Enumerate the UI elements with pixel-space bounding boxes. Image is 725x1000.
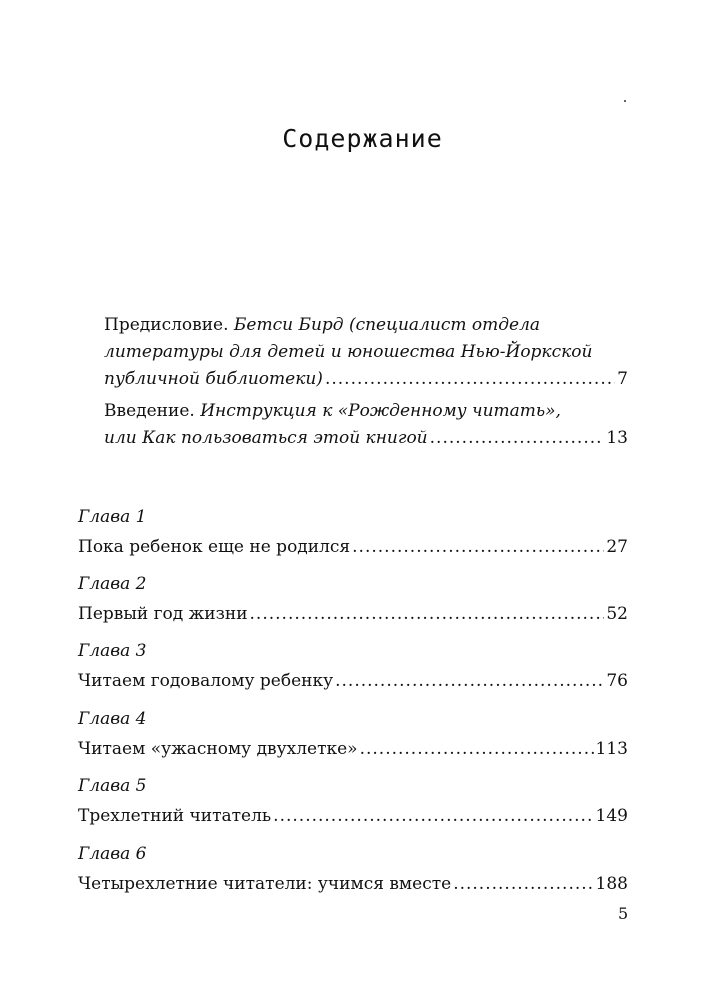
entry-text: или Как пользоваться этой книгой <box>104 428 428 448</box>
chapter-label: Глава 1 <box>78 507 147 527</box>
toc-chapter-5[interactable] <box>78 771 628 831</box>
page-number: 149 <box>595 806 628 826</box>
page-number: 7 <box>617 369 628 389</box>
dot-leader <box>360 734 594 764</box>
entry-text: литературы для детей и юношества Нью-Йоркской <box>104 342 593 362</box>
entry-text: Инструкция к «Рожденному читать», <box>200 401 561 421</box>
dot-leader <box>453 869 593 899</box>
toc-entry-foreword[interactable] <box>104 312 628 393</box>
dot-leader <box>325 366 615 393</box>
chapter-title: Первый год жизни <box>78 604 248 624</box>
toc-chapter-4[interactable] <box>78 704 628 764</box>
page-number: 188 <box>595 874 628 894</box>
dot-leader <box>273 801 593 831</box>
chapter-label: Глава 3 <box>78 641 147 661</box>
stray-mark <box>624 100 626 102</box>
entry-text: Бетси Бирд (специалист отдела <box>233 315 541 335</box>
page-number: 13 <box>606 428 628 448</box>
entry-text: публичной библиотеки) <box>104 369 323 389</box>
dot-leader <box>430 425 605 452</box>
toc-chapter-2[interactable] <box>78 569 628 629</box>
chapter-title: Читаем «ужасному двухлетке» <box>78 739 358 759</box>
chapter-title: Читаем годовалому ребенку <box>78 671 334 691</box>
chapter-title: Трехлетний читатель <box>78 806 272 826</box>
page-number: 113 <box>595 739 628 759</box>
page-number: 52 <box>606 604 628 624</box>
dot-leader <box>250 599 605 629</box>
chapter-title: Четырехлетние читатели: учимся вместе <box>78 874 452 894</box>
chapter-label: Глава 5 <box>78 776 147 796</box>
page-folio: 5 <box>618 904 629 923</box>
chapter-label: Глава 2 <box>78 574 147 594</box>
page-number: 27 <box>606 537 628 557</box>
chapter-label: Глава 4 <box>78 709 147 729</box>
chapter-title: Пока ребенок еще не родился <box>78 537 351 557</box>
entry-lead: Предисловие. <box>104 315 229 335</box>
chapter-label: Глава 6 <box>78 844 147 864</box>
dot-leader <box>352 532 604 562</box>
toc-entry-introduction[interactable] <box>104 398 628 452</box>
toc-chapter-6[interactable] <box>78 839 628 899</box>
toc-chapter-3[interactable] <box>78 636 628 696</box>
page-number: 76 <box>606 671 628 691</box>
toc-chapter-1[interactable] <box>78 502 628 562</box>
page-title: Содержание <box>282 124 443 153</box>
entry-lead: Введение. <box>104 401 195 421</box>
dot-leader <box>335 666 604 696</box>
